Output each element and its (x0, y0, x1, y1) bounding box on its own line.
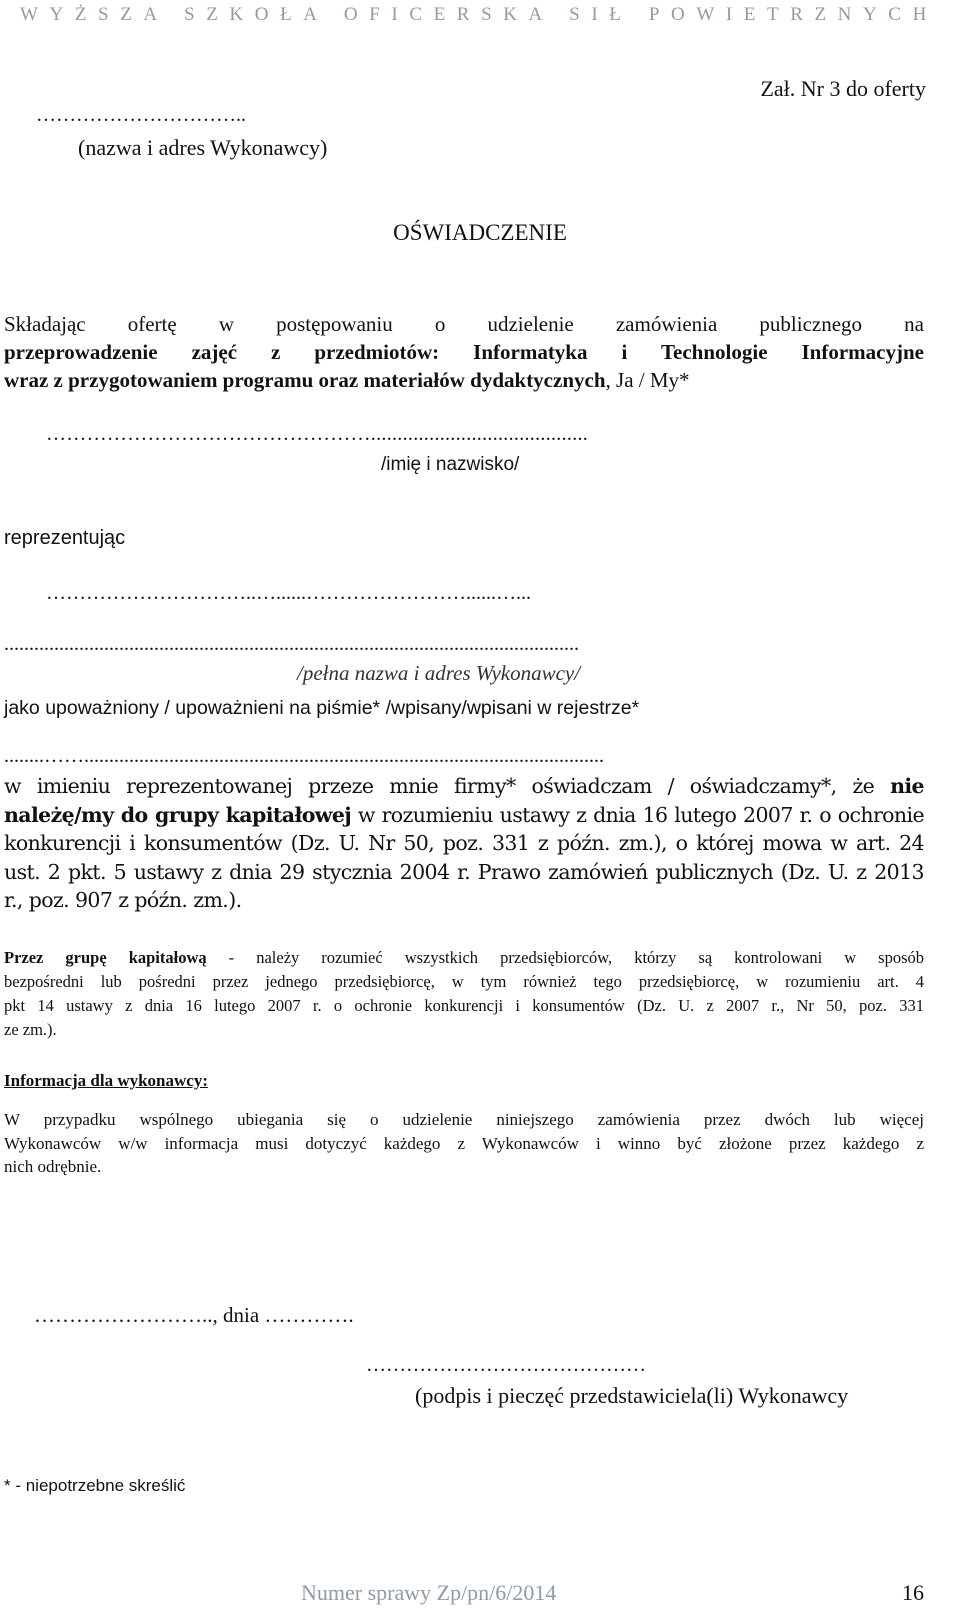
intro-line-3-bold: wraz z przygotowaniem programu oraz materiałów dydaktycznych (4, 368, 606, 392)
capital-note-bold: Przez grupę kapitałową (4, 948, 207, 967)
declaration-line-3: konkurencji i konsumentów (Dz. U. Nr 50, poz. 331 z późn. zm.), o której mowa w art. 24 (4, 831, 924, 855)
declaration-line-1-bold: nie (890, 774, 924, 798)
declaration-line-2-bold: należę/my do grupy kapitałowej (4, 802, 352, 827)
representing-label: reprezentując (4, 527, 126, 549)
capital-group-note (4, 946, 924, 1042)
capital-note-line-3: pkt 14 ustawy z dnia 16 lutego 2007 r. o ochronie konkurencji i konsumentów (Dz. U. z 2007 r., Nr 50, poz. 331 (4, 996, 924, 1015)
info-line-2: Wykonawców w/w informacja musi dotyczyć każdego z Wykonawców i winno być złożone przez każdego z (4, 1133, 924, 1153)
contractor-caption: (nazwa i adres Wykonawcy) (78, 135, 328, 160)
signature-dots: …………………………………… (366, 1354, 646, 1376)
company-field-dots-2: ................................................................................................................... (4, 633, 579, 655)
name-field-dots: …………………………………………......................................... (46, 423, 589, 445)
declaration-line-4: ust. 2 pkt. 5 ustawy z dnia 29 stycznia 2004 r. Prawo zamówień publicznych (Dz. U. z 2013 (4, 859, 924, 884)
capital-note-line-1-text: - należy rozumieć wszystkich przedsiębiorców, którzy są kontrolowani w sposób (206, 948, 924, 967)
declaration-paragraph (4, 772, 924, 915)
contractor-dots: ………………………….. (36, 104, 246, 126)
footnote: * - niepotrzebne skreślić (4, 1476, 186, 1495)
info-line-3: nich odrębnie. (4, 1157, 102, 1176)
intro-line-3-rest: , Ja / My* (605, 368, 690, 392)
intro-paragraph (4, 310, 924, 394)
capital-note-line-2: bezpośredni lub pośredni przez jednego przedsiębiorcę, w tym również tego przedsiębiorcę, w rozumieniu art. 4 (4, 972, 924, 991)
authorized-line: jako upoważniony / upoważnieni na piśmie* /wpisany/wpisani w rejestrze* (4, 697, 640, 719)
page-number: 16 (902, 1580, 924, 1605)
capital-note-line-1 (4, 946, 924, 970)
document-title: OŚWIADCZENIE (393, 220, 567, 245)
institution-header: WYŻSZA SZKOŁA OFICERSKA SIŁ POWIETRZNYCH (20, 4, 938, 25)
signature-caption: (podpis i pieczęć przedstawiciela(li) Wykonawcy (415, 1383, 849, 1408)
declaration-line-5: r., poz. 907 z późn. zm.). (4, 888, 242, 912)
name-field-caption: /imię i nazwisko/ (381, 454, 520, 475)
capital-note-line-4: ze zm.). (4, 1020, 57, 1039)
info-line-1: W przypadku wspólnego ubiegania się o udzielenie niniejszego zamówienia przez dwóch lub więcej (4, 1110, 924, 1129)
intro-line-3 (4, 366, 924, 394)
case-number: Numer sprawy Zp/pn/6/2014 (301, 1580, 557, 1605)
attachment-label: Zał. Nr 3 do oferty (760, 76, 926, 101)
place-date-line: …………………….., dnia …………. (34, 1303, 354, 1327)
declaration-line-1 (4, 772, 924, 801)
company-field-dots-1: …………………………..…......……………………......…... (46, 582, 531, 604)
info-heading: Informacja dla wykonawcy: (4, 1071, 208, 1090)
declaration-line-2 (4, 801, 924, 830)
intro-line-1: Składając ofertę w postępowaniu o udzielenie zamówienia publicznego na (4, 312, 924, 336)
company-field-caption: /pełna nazwa i adres Wykonawcy/ (297, 661, 581, 685)
info-text (4, 1108, 924, 1179)
declaration-line-2-text: w rozumieniu ustawy z dnia 16 lutego 2007 r. o ochronie (351, 802, 924, 827)
intro-line-2: przeprowadzenie zajęć z przedmiotów: Informatyka i Technologie Informacyjne (4, 340, 924, 364)
declaration-line-1-text: w imieniu reprezentowanej przeze mnie firmy* oświadczam / oświadczamy*, że (4, 774, 891, 798)
register-dots: ........……........................................................................................................ (4, 745, 604, 767)
